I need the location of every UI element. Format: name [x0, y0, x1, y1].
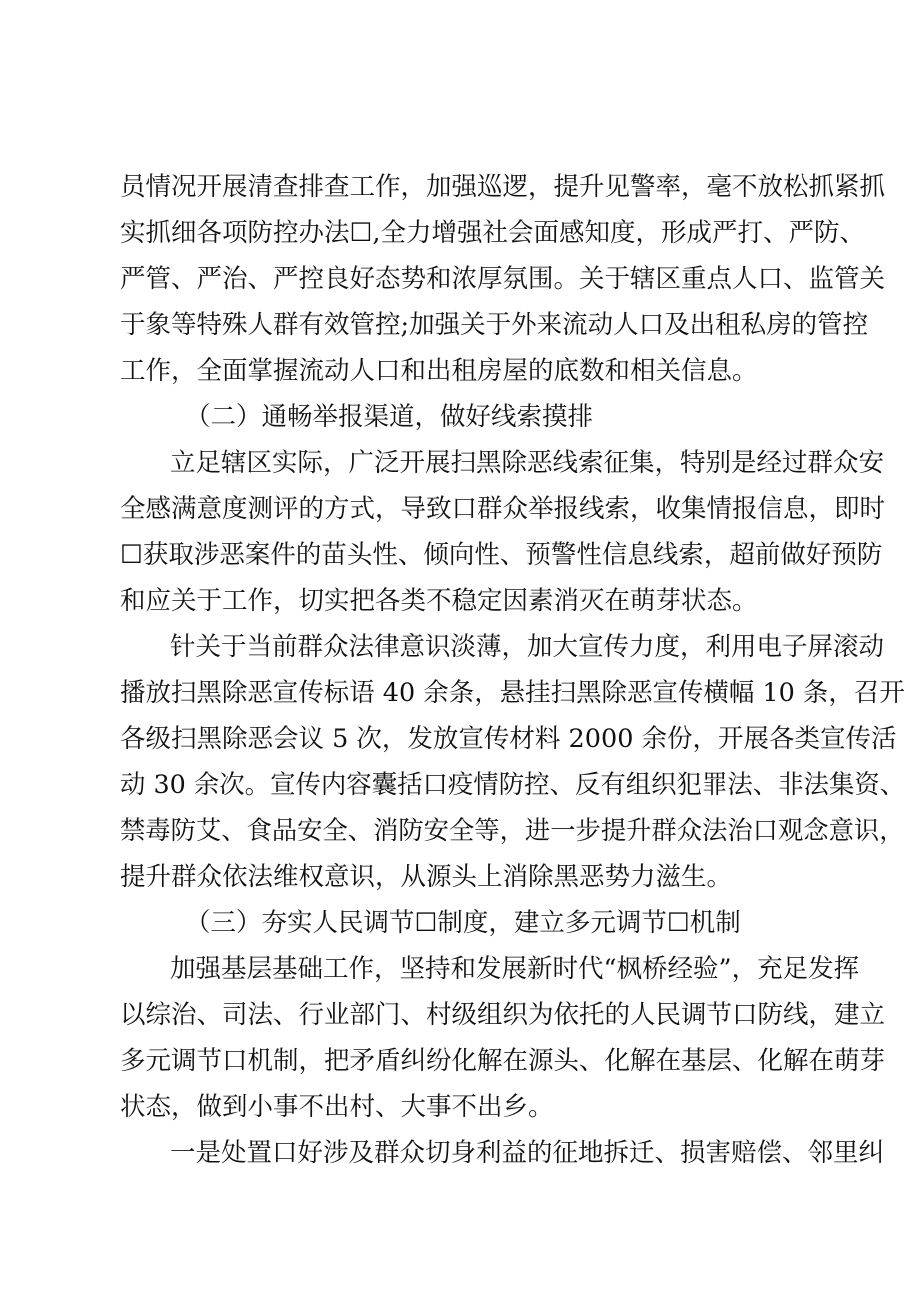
paragraph-line: 状态，做到小事不出村、大事不出乡。 — [120, 1092, 554, 1122]
paragraph-line: 于象等特殊人群有效管控;加强关于外来流动人口及出租私房的管控 — [120, 310, 869, 340]
paragraph-line: 全感满意度测评的方式，导致口群众举报线索，收集情报信息，即时 — [120, 494, 886, 524]
section-heading: （二）通畅举报渠道，做好线索摸排 — [185, 402, 594, 432]
paragraph-line: 和应关于工作，切实把各类不稳定因素消灭在萌芽状态。 — [120, 586, 758, 616]
paragraph-line: 立足辖区实际，广泛开展扫黑除恶线索征集，特别是经过群众安 — [170, 448, 885, 478]
paragraph-line: 动 30 余次。宣传内容囊括口疫情防控、反有组织犯罪法、非法集资、 — [120, 770, 906, 800]
paragraph-line: 禁毒防艾、食品安全、消防安全等，进一步提升群众法治口观念意识， — [120, 816, 905, 846]
paragraph-line: ☐获取涉恶案件的苗头性、倾向性、预警性信息线索，超前做好预防 — [120, 540, 883, 570]
paragraph-line: 针关于当前群众法律意识淡薄，加大宣传力度，利用电子屏滚动 — [170, 632, 885, 662]
paragraph-line: 播放扫黑除恶宣传标语 40 余条，悬挂扫黑除恶宣传横幅 10 条，召开 — [120, 678, 905, 708]
paragraph-line: 加强基层基础工作，坚持和发展新时代“枫桥经验”，充足发挥 — [170, 954, 860, 984]
paragraph-line: 各级扫黑除恶会议 5 次，发放宣传材料 2000 余份，开展各类宣传活 — [120, 724, 897, 754]
paragraph-line: 以综治、司法、行业部门、村级组织为依托的人民调节口防线，建立 — [120, 1000, 886, 1030]
paragraph-line: 实抓细各项防控办法☐,全力增强社会面感知度，形成严打、严防、 — [120, 218, 865, 248]
paragraph-line: 提升群众依法维权意识，从源头上消除黑恶势力滋生。 — [120, 862, 733, 892]
paragraph-line: 工作，全面掌握流动人口和出租房屋的底数和相关信息。 — [120, 356, 758, 386]
paragraph-line: 员情况开展清查排查工作，加强巡逻，提升见警率，毫不放松抓紧抓 — [120, 172, 886, 202]
section-heading: （三）夯实人民调节☐制度，建立多元调节☐机制 — [185, 908, 741, 938]
paragraph-line: 一是处置口好涉及群众切身利益的征地拆迁、损害赔偿、邻里纠 — [170, 1138, 885, 1168]
paragraph-line: 严管、严治、严控良好态势和浓厚氛围。关于辖区重点人口、监管关 — [120, 264, 886, 294]
paragraph-line: 多元调节口机制，把矛盾纠纷化解在源头、化解在基层、化解在萌芽 — [120, 1046, 886, 1076]
